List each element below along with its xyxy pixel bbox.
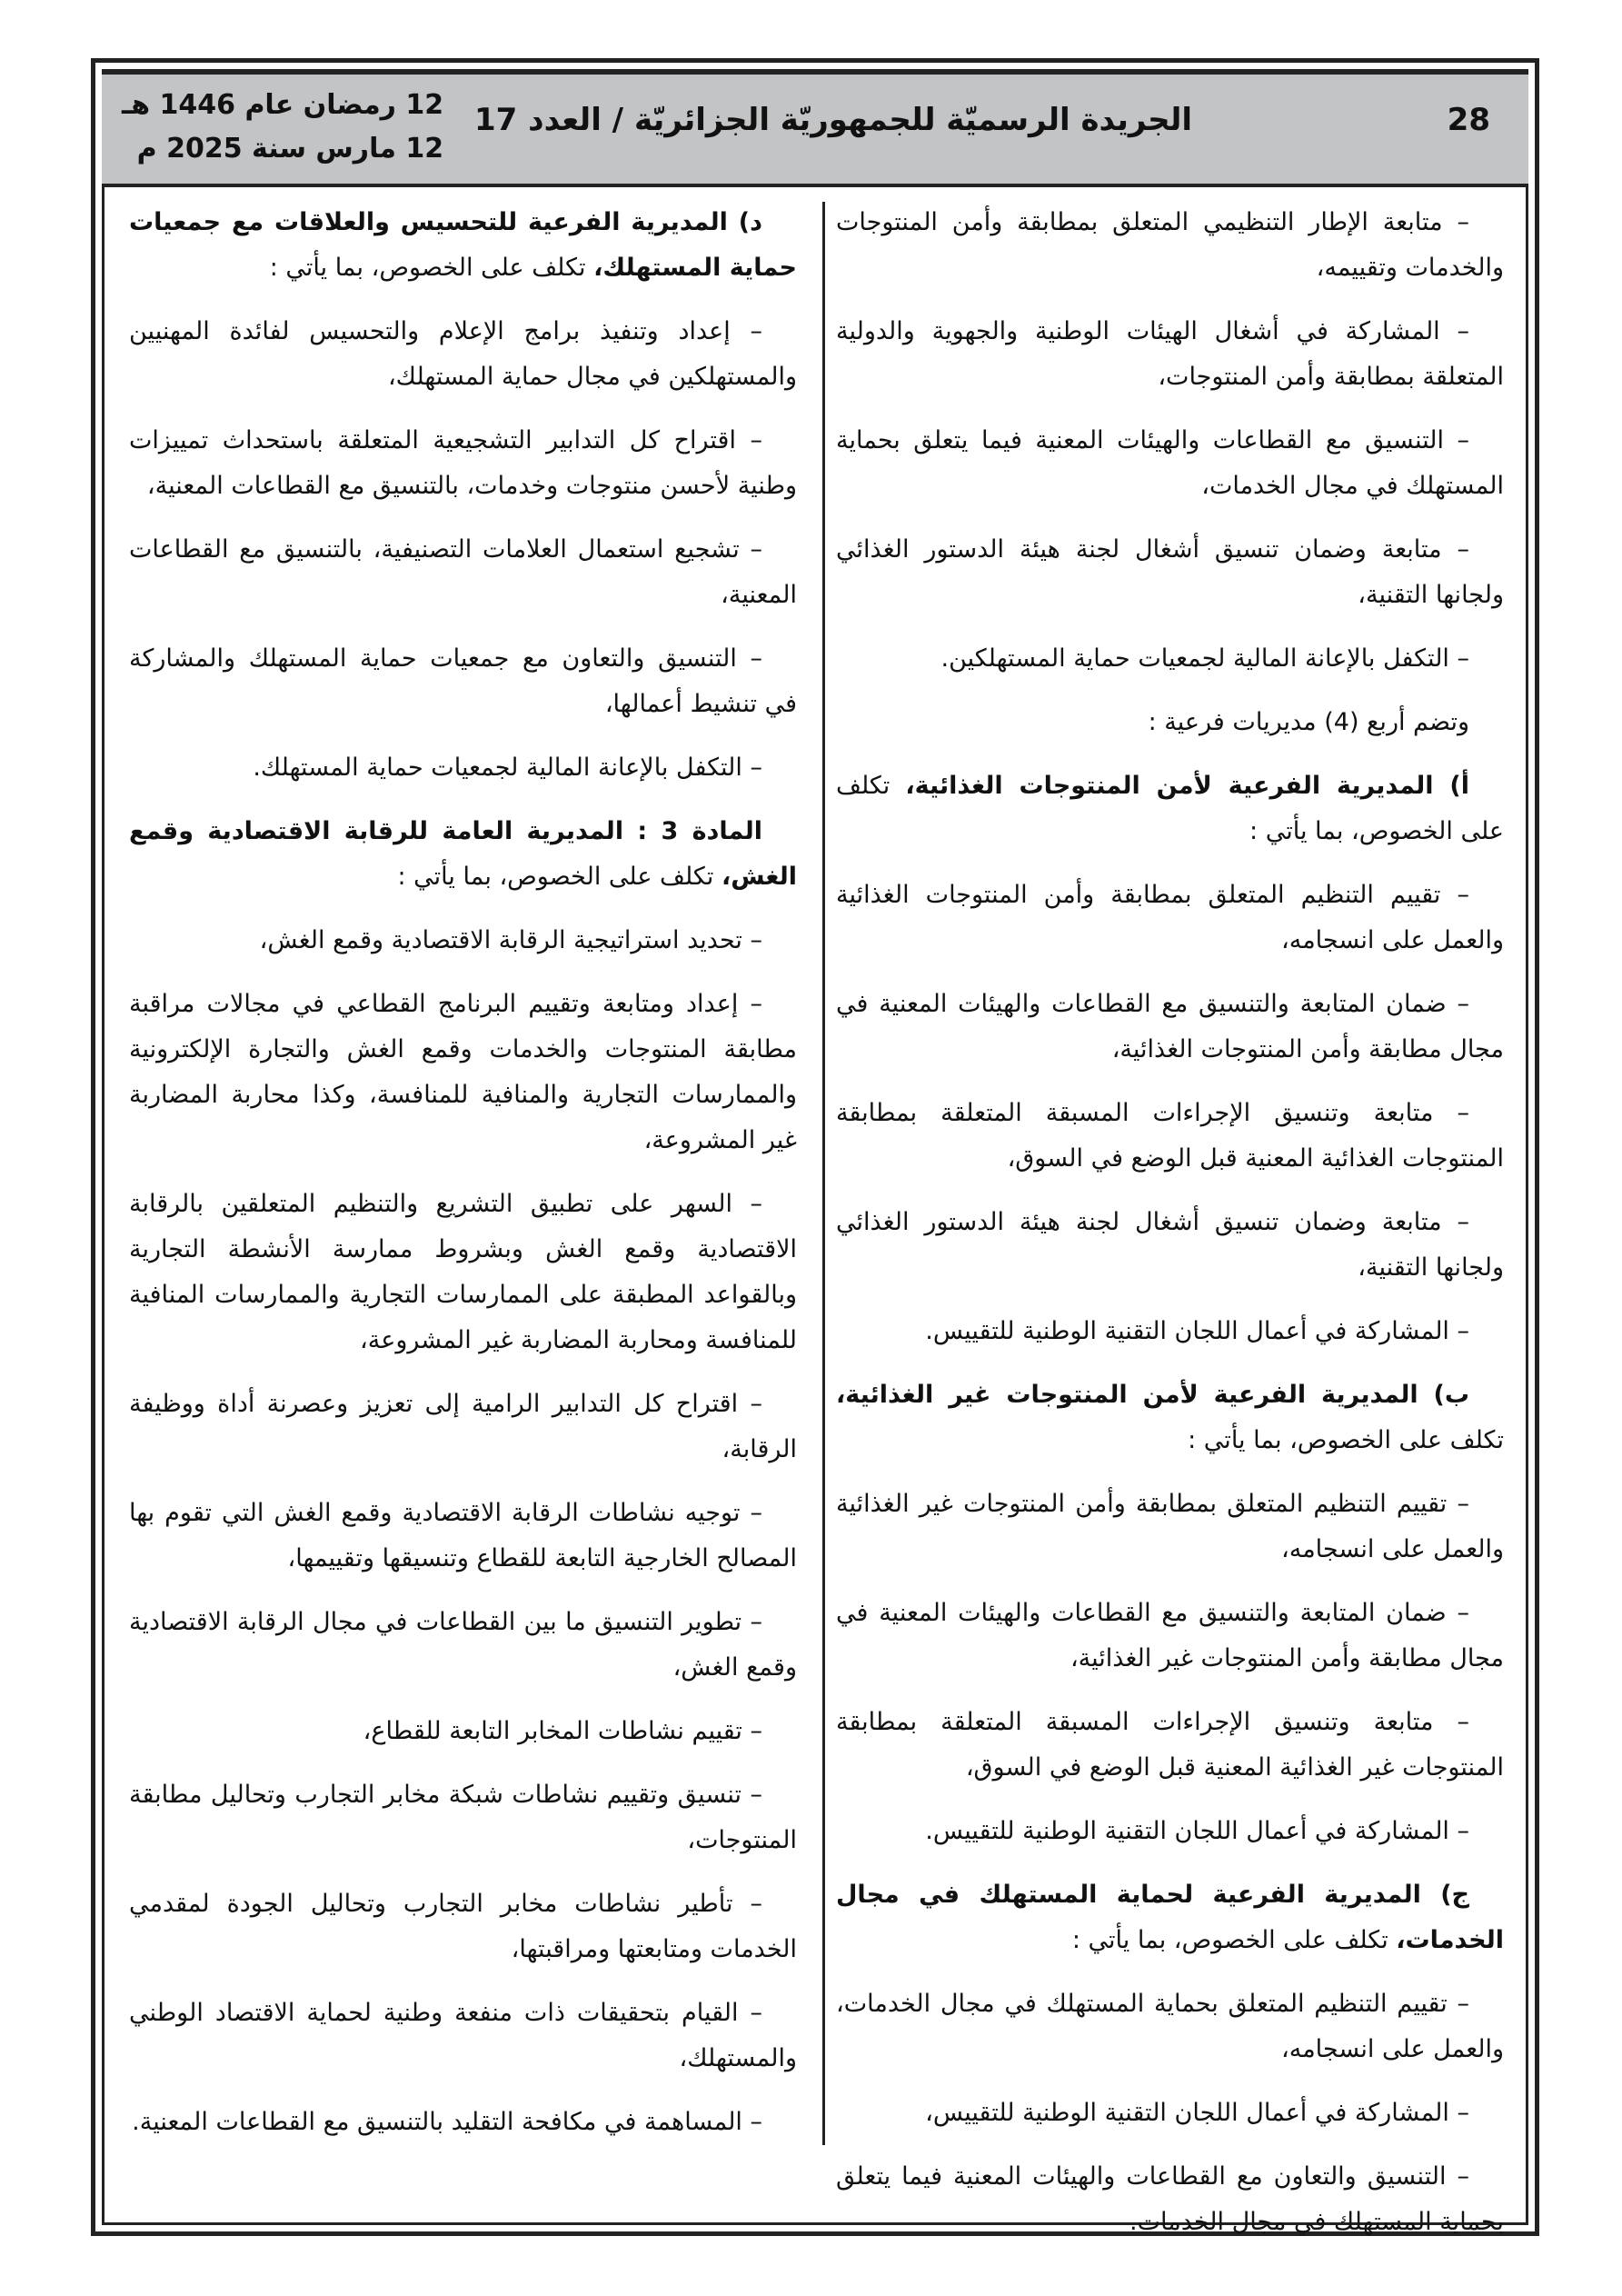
paragraph	[836, 2091, 1504, 2136]
paragraph	[836, 982, 1504, 1073]
paragraph-text: – المشاركة في أشغال الهيئات الوطنية والجهوية والدولية المتعلقة بمطابقة وأمن المنتوجات،	[836, 317, 1504, 391]
paragraph	[129, 1382, 797, 1472]
paragraph	[129, 636, 797, 727]
paragraph	[129, 1709, 797, 1754]
paragraph	[836, 700, 1504, 745]
paragraph-text: – التنسيق والتعاون مع جمعيات حماية المستهلك والمشاركة في تنشيط أعمالها،	[129, 644, 797, 718]
section-heading-paragraph	[836, 1872, 1504, 1963]
date-hijri: 12 رمضان عام 1446 هـ	[122, 89, 444, 121]
paragraph	[836, 200, 1504, 291]
paragraph-text: – متابعة وتنسيق الإجراءات المسبقة المتعلقة بمطابقة المنتوجات الغذائية المعنية قبل الوضع في السوق،	[836, 1099, 1504, 1173]
page-header	[102, 69, 1528, 187]
column-divider	[822, 202, 825, 2145]
paragraph	[836, 1982, 1504, 2072]
paragraph	[836, 1091, 1504, 1182]
paragraph	[836, 1482, 1504, 1572]
paragraph-text: – المشاركة في أعمال اللجان التقنية الوطنية للتقييس.	[925, 1317, 1469, 1345]
paragraph	[836, 1700, 1504, 1791]
paragraph	[836, 1309, 1504, 1354]
paragraph-text: – إعداد وتنفيذ برامج الإعلام والتحسيس لفائدة المهنيين والمستهلكين في مجال حماية المستهلك،	[129, 317, 797, 391]
paragraph-text: تكلف على الخصوص، بما يأتي :	[1071, 1926, 1397, 1954]
paragraph-text: – تقييم نشاطات المخابر التابعة للقطاع،	[363, 1717, 762, 1745]
paragraph-text: – المشاركة في أعمال اللجان التقنية الوطنية للتقييس،	[925, 2099, 1469, 2127]
paragraph-text: – القيام بتحقيقات ذات منفعة وطنية لحماية الاقتصاد الوطني والمستهلك،	[129, 1999, 797, 2072]
paragraph-text: – التنسيق مع القطاعات والهيئات المعنية فيما يتعلق بحماية المستهلك في مجال الخدمات،	[836, 426, 1504, 500]
paragraph-text: تكلف على الخصوص، بما يأتي :	[269, 254, 594, 282]
section-heading: المادة 3 : المديرية العامة للرقابة الاقتصادية وقمع الغش،	[129, 817, 797, 891]
paragraph-text: – إعداد ومتابعة وتقييم البرنامج القطاعي في مجالات مراقبة مطابقة المنتوجات والخدمات وقمع الغش والتجارة الإلكترونية والممارسات التجارية والمنافية للمنافسة، وكذا محاربة المضاربة غير المشروعة،	[129, 990, 797, 1154]
paragraph	[129, 418, 797, 509]
paragraph-text: – التنسيق والتعاون مع القطاعات والهيئات المعنية فيما يتعلق بحماية المستهلك في مجال الخدمات.	[836, 2162, 1504, 2236]
section-heading: ب) المديرية الفرعية لأمن المنتوجات غير الغذائية،	[836, 1381, 1469, 1409]
paragraph	[836, 2154, 1504, 2245]
paragraph-text: – متابعة وتنسيق الإجراءات المسبقة المتعلقة بمطابقة المنتوجات غير الغذائية المعنية قبل الوضع في السوق،	[836, 1708, 1504, 1782]
paragraph-text: – تقييم التنظيم المتعلق بمطابقة وأمن المنتوجات غير الغذائية والعمل على انسجامه،	[836, 1490, 1504, 1563]
paragraph-text: – التكفل بالإعانة المالية لجمعيات حماية المستهلك.	[253, 754, 762, 782]
paragraph	[836, 309, 1504, 400]
section-heading-paragraph	[836, 1373, 1504, 1463]
section-heading: ج) المديرية الفرعية لحماية المستهلك في مجال الخدمات،	[836, 1881, 1504, 1954]
paragraph	[836, 873, 1504, 963]
paragraph-text: – التكفل بالإعانة المالية لجمعيات حماية المستهلكين.	[940, 644, 1469, 673]
paragraph	[129, 918, 797, 963]
paragraph	[129, 1491, 797, 1582]
paragraph	[836, 1591, 1504, 1682]
paragraph	[129, 1600, 797, 1691]
section-heading-paragraph	[836, 764, 1504, 854]
paragraph-text: – تنسيق وتقييم نشاطات شبكة مخابر التجارب وتحاليل مطابقة المنتوجات،	[129, 1781, 797, 1854]
paragraph-text: – المشاركة في أعمال اللجان التقنية الوطنية للتقييس.	[925, 1817, 1469, 1845]
section-heading: د) المديرية الفرعية للتحسيس والعلاقات مع جمعيات حماية المستهلك،	[129, 208, 797, 282]
paragraph-text: – اقتراح كل التدابير التشجيعية المتعلقة باستحداث تمييزات وطنية لأحسن منتوجات وخدمات، بالتنسيق مع القطاعات المعنية،	[129, 426, 797, 500]
paragraph-text: – ضمان المتابعة والتنسيق مع القطاعات والهيئات المعنية في مجال مطابقة وأمن المنتوجات غير الغذائية،	[836, 1599, 1504, 1672]
paragraph	[129, 1182, 797, 1363]
paragraph-text: تكلف على الخصوص، بما يأتي :	[397, 863, 721, 891]
paragraph	[129, 745, 797, 791]
page-number: 28	[1447, 102, 1490, 138]
date-gregorian: 12 مارس سنة 2025 م	[136, 133, 444, 165]
paragraph	[129, 982, 797, 1163]
paragraph-text: – متابعة الإطار التنظيمي المتعلق بمطابقة وأمن المنتوجات والخدمات وتقييمه،	[836, 208, 1504, 282]
section-heading-paragraph	[129, 809, 797, 900]
paragraph-text: تكلف على الخصوص، بما يأتي :	[1188, 1426, 1504, 1454]
paragraph	[129, 2100, 797, 2145]
paragraph	[129, 1991, 797, 2081]
gazette-title: الجريدة الرسميّة للجمهوريّة الجزائريّة / العدد 17	[473, 102, 1192, 138]
section-heading-paragraph	[129, 200, 797, 291]
paragraph-text: – تأطير نشاطات مخابر التجارب وتحاليل الجودة لمقدمي الخدمات ومتابعتها ومراقبتها،	[129, 1890, 797, 1963]
paragraph-text: – تشجيع استعمال العلامات التصنيفية، بالتنسيق مع القطاعات المعنية،	[129, 535, 797, 609]
paragraph-text: – توجيه نشاطات الرقابة الاقتصادية وقمع الغش التي تقوم بها المصالح الخارجية التابعة للقطاع وتنسيقها وتقييمها،	[129, 1499, 797, 1572]
left-column	[129, 200, 797, 2163]
paragraph	[836, 1200, 1504, 1291]
issue-date	[122, 84, 443, 171]
paragraph	[836, 636, 1504, 682]
paragraph-text: – تقييم التنظيم المتعلق بحماية المستهلك في مجال الخدمات، والعمل على انسجامه،	[836, 1990, 1504, 2063]
paragraph	[836, 527, 1504, 618]
paragraph	[836, 1809, 1504, 1854]
paragraph-text: – المساهمة في مكافحة التقليد بالتنسيق مع القطاعات المعنية.	[132, 2108, 762, 2136]
paragraph	[129, 309, 797, 400]
paragraph-text: تكلف على الخصوص، بما يأتي :	[836, 772, 1504, 845]
paragraph-text: – السهر على تطبيق التشريع والتنظيم المتعلقين بالرقابة الاقتصادية وقمع الغش وبشروط ممارسة الأنشطة التجارية وبالقواعد المطبقة على الممارسات التجارية والممارسات المنافية للمنافسة ومحاربة المضاربة غير المشروعة،	[129, 1190, 797, 1354]
paragraph	[129, 1772, 797, 1863]
paragraph-text: – تقييم التنظيم المتعلق بمطابقة وأمن المنتوجات الغذائية والعمل على انسجامه،	[836, 881, 1504, 954]
paragraph-text: – متابعة وضمان تنسيق أشغال لجنة هيئة الدستور الغذائي ولجانها التقنية،	[836, 535, 1504, 609]
paragraph-text: – تطوير التنسيق ما بين القطاعات في مجال الرقابة الاقتصادية وقمع الغش،	[129, 1608, 797, 1682]
paragraph-text: – متابعة وضمان تنسيق أشغال لجنة هيئة الدستور الغذائي ولجانها التقنية،	[836, 1208, 1504, 1282]
paragraph-text: – تحديد استراتيجية الرقابة الاقتصادية وقمع الغش،	[259, 926, 762, 954]
paragraph-text: وتضم أربع (4) مديريات فرعية :	[1148, 708, 1469, 736]
right-column	[836, 200, 1504, 2263]
paragraph-text: – اقتراح كل التدابير الرامية إلى تعزيز وعصرنة أداة ووظيفة الرقابة،	[129, 1390, 797, 1463]
paragraph	[836, 418, 1504, 509]
paragraph	[129, 1882, 797, 1972]
paragraph	[129, 527, 797, 618]
section-heading: أ) المديرية الفرعية لأمن المنتوجات الغذائية،	[905, 772, 1469, 800]
paragraph-text: – ضمان المتابعة والتنسيق مع القطاعات والهيئات المعنية في مجال مطابقة وأمن المنتوجات الغذائية،	[836, 990, 1504, 1063]
